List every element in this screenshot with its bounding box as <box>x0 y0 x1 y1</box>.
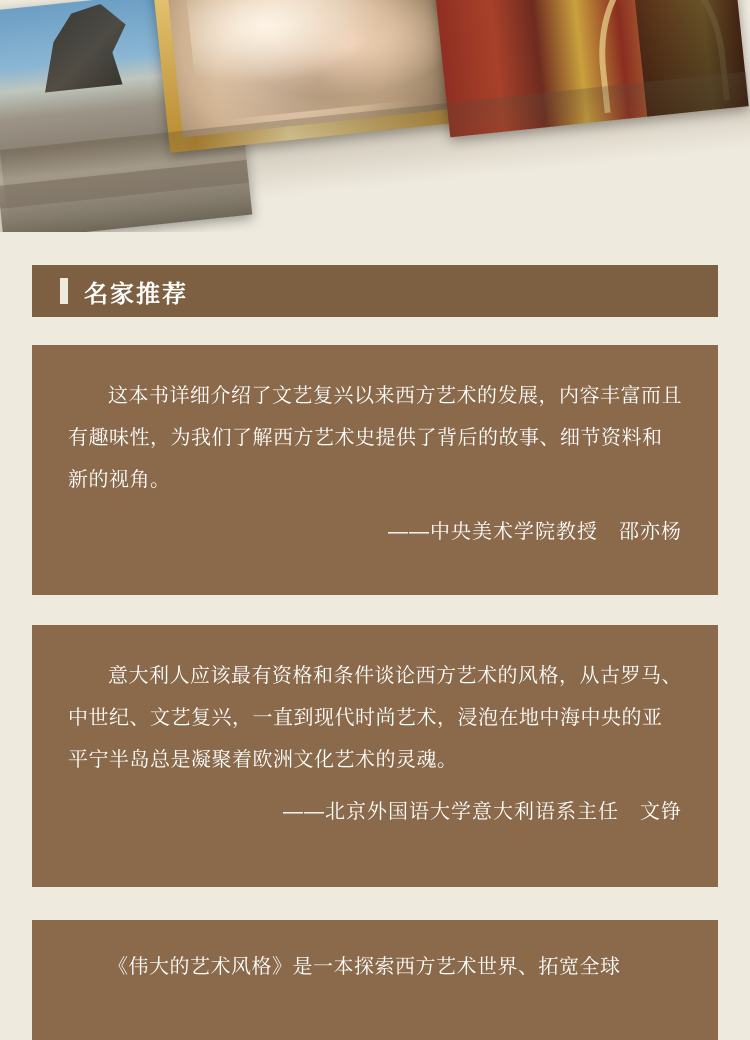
quote-attribution-2: ——北京外国语大学意大利语系主任 文铮 <box>283 801 682 823</box>
quote-text-1: 这本书详细介绍了文艺复兴以来西方艺术的发展，内容丰富而且有趣味性，为我们了解西方艺术史提供了背后的故事、细节资料和新的视角。 <box>68 385 682 491</box>
quote-block-1 <box>32 345 718 595</box>
quote-text-3: 《伟大的艺术风格》是一本探索西方艺术世界、拓宽全球 <box>108 956 621 978</box>
section-accent-bar <box>60 278 68 304</box>
photo-statue-plaza-band <box>0 160 249 209</box>
quote-block-2 <box>32 625 718 887</box>
quote-text-2: 意大利人应该最有资格和条件谈论西方艺术的风格，从古罗马、中世纪、文艺复兴，一直到现代时尚艺术，浸泡在地中海中央的亚平宁半岛总是凝聚着欧洲文化艺术的灵魂。 <box>68 665 682 771</box>
section-header-recommendations <box>32 265 718 317</box>
hero-image-collage <box>0 0 750 232</box>
collage-inner <box>0 0 750 232</box>
quote-block-3 <box>32 920 718 1040</box>
quote-attribution-1: ——中央美术学院教授 邵亦杨 <box>388 521 682 543</box>
photo-red-robed-figures <box>426 0 748 137</box>
section-title: 名家推荐 <box>84 280 188 308</box>
